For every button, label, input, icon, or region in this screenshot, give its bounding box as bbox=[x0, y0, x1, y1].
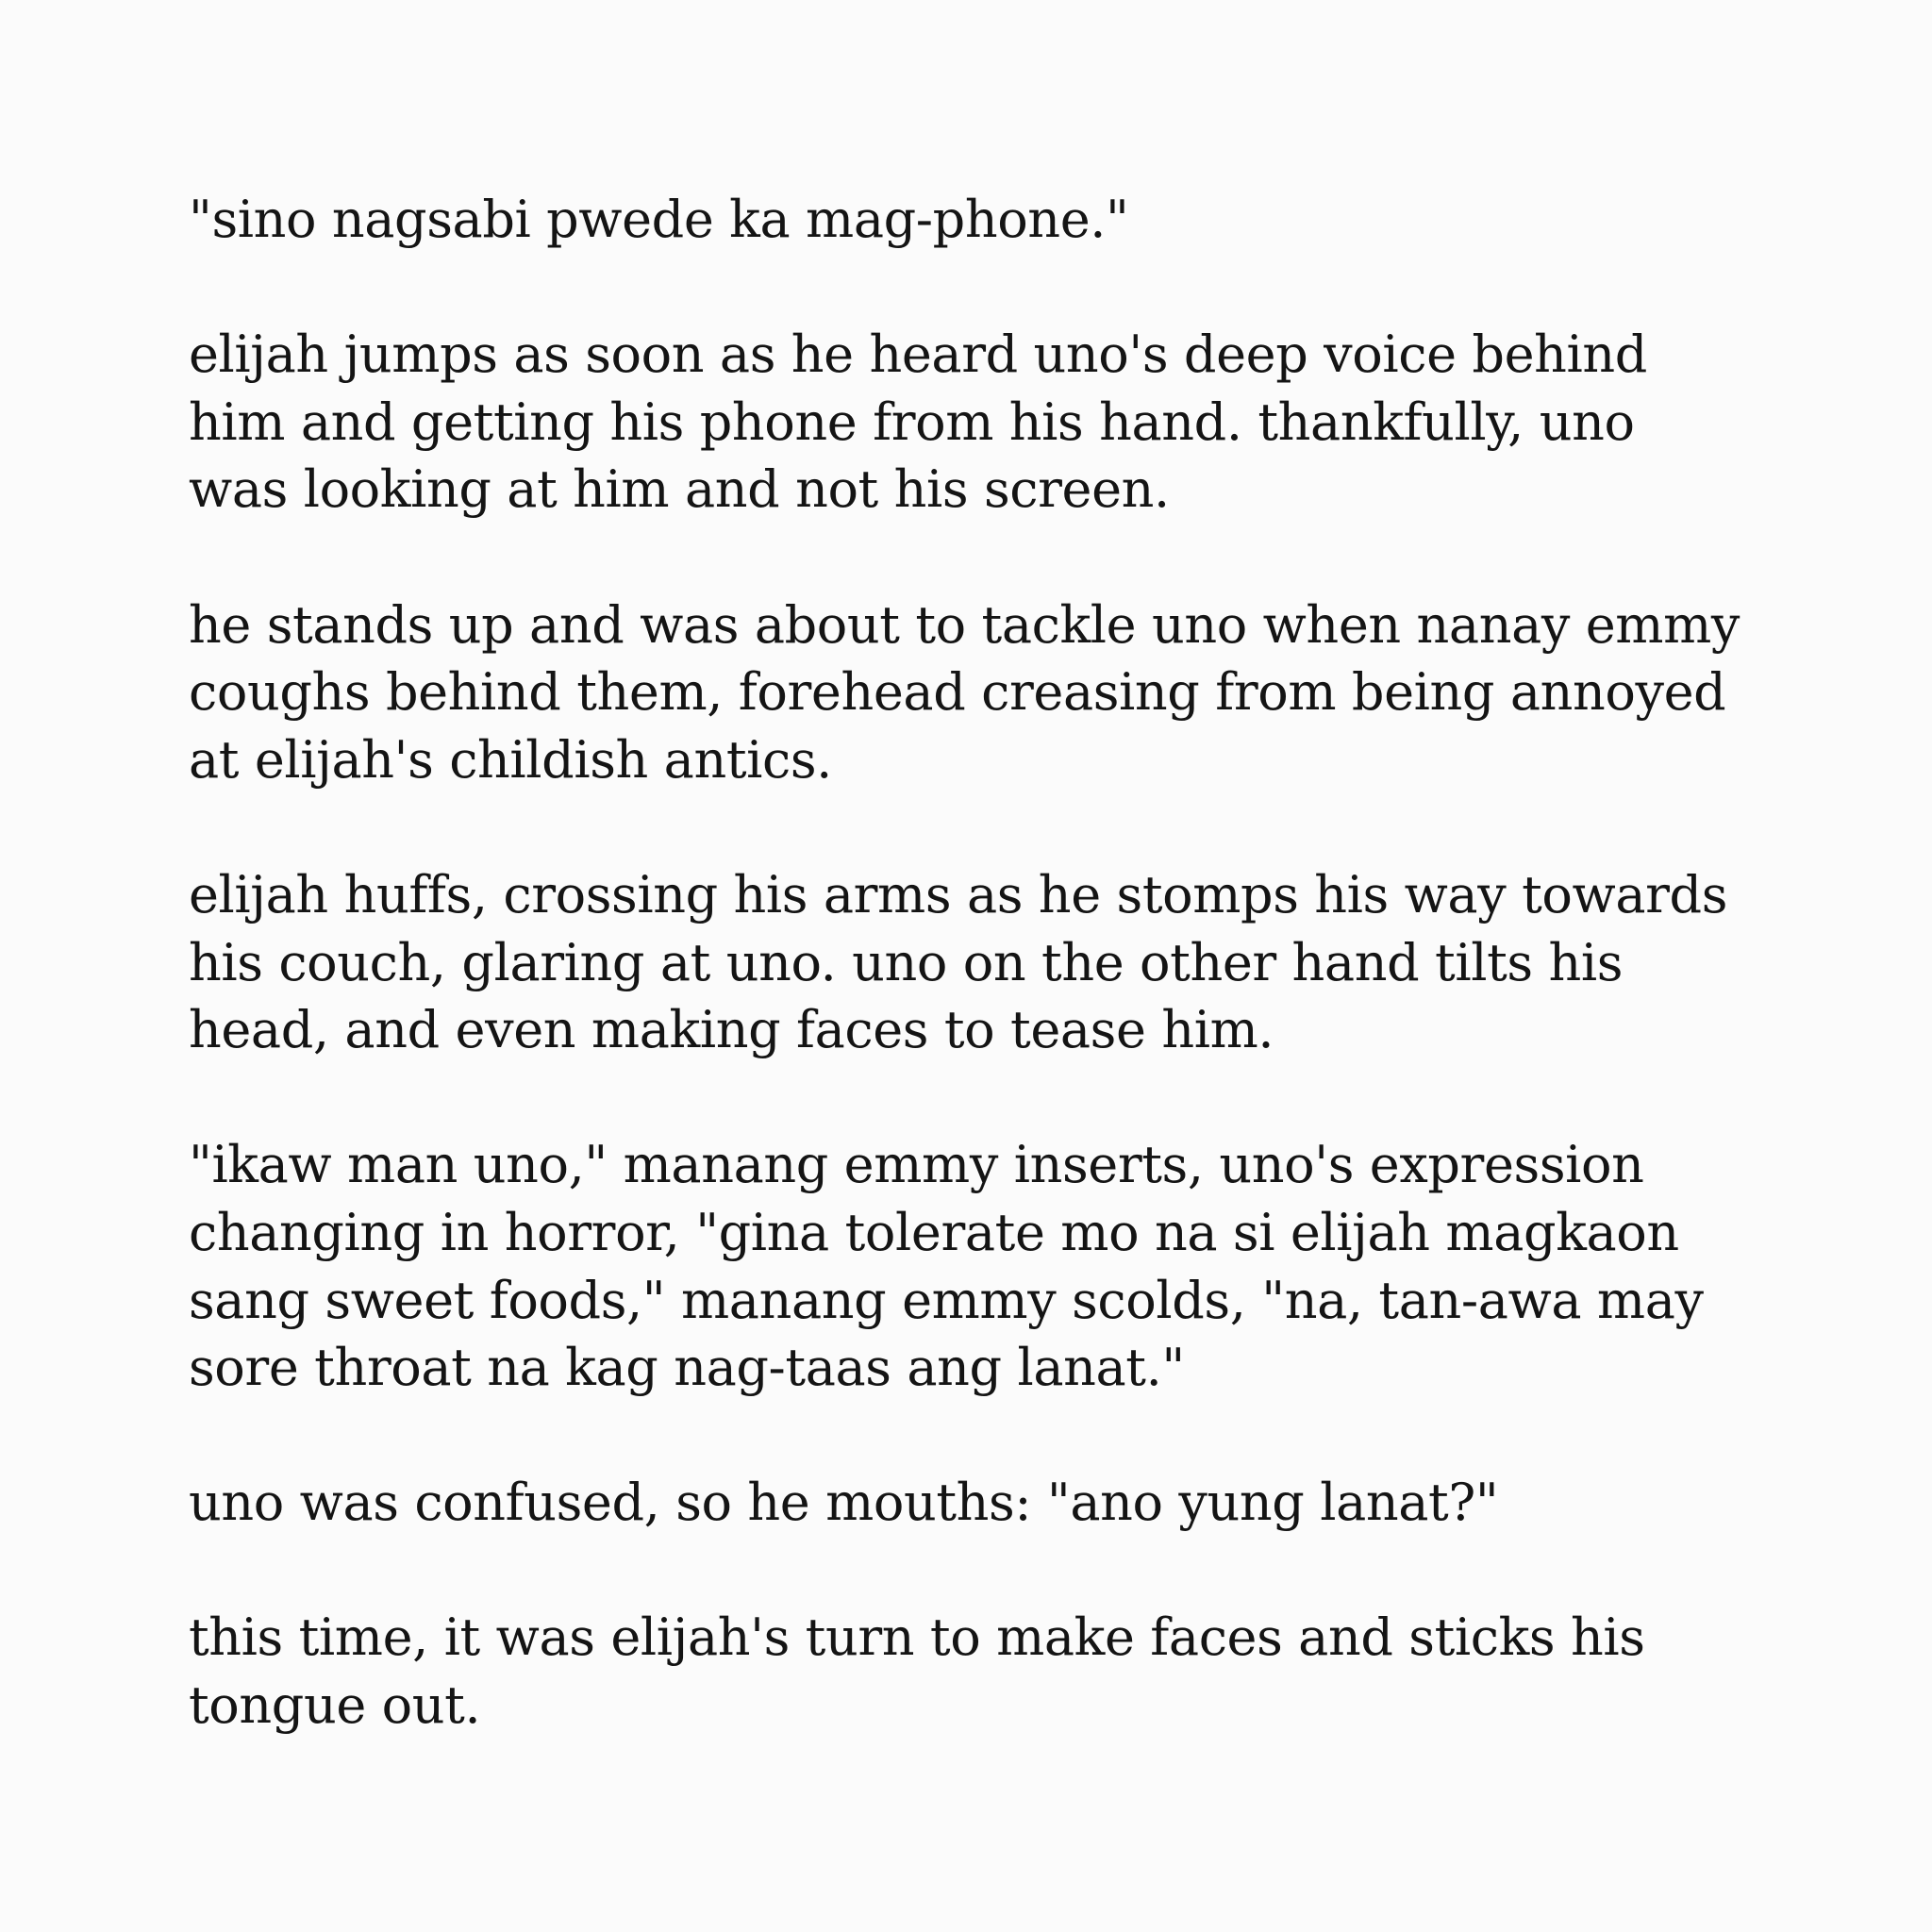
paragraph-6: uno was confused, so he mouths: "ano yung lanat?" bbox=[189, 1473, 1499, 1533]
paragraph-5: "ikaw man uno," manang emmy inserts, uno's expression changing in horror, "gina tolerate mo na si elijah magkaon sang sweet foods," manang emmy scolds, "na, tan-awa may sore throat na kag nag-taas ang lanat." bbox=[189, 1135, 1704, 1398]
paragraph-7: this time, it was elijah's turn to make faces and sticks his tongue out. bbox=[189, 1607, 1645, 1736]
paragraph-3: he stands up and was about to tackle uno when nanay emmy coughs behind them, forehead creasing from being annoyed at elijah's childish antics. bbox=[189, 594, 1740, 790]
paragraph-2: elijah jumps as soon as he heard uno's deep voice behind him and getting his phone from his hand. thankfully, uno was looking at him and not his screen. bbox=[189, 325, 1647, 520]
story-text bbox=[189, 186, 1792, 1740]
paragraph-1: "sino nagsabi pwede ka mag-phone." bbox=[189, 190, 1129, 249]
paragraph-4: elijah huffs, crossing his arms as he stomps his way towards his couch, glaring at uno. uno on the other hand tilts his head, and even making faces to tease him. bbox=[189, 864, 1728, 1060]
